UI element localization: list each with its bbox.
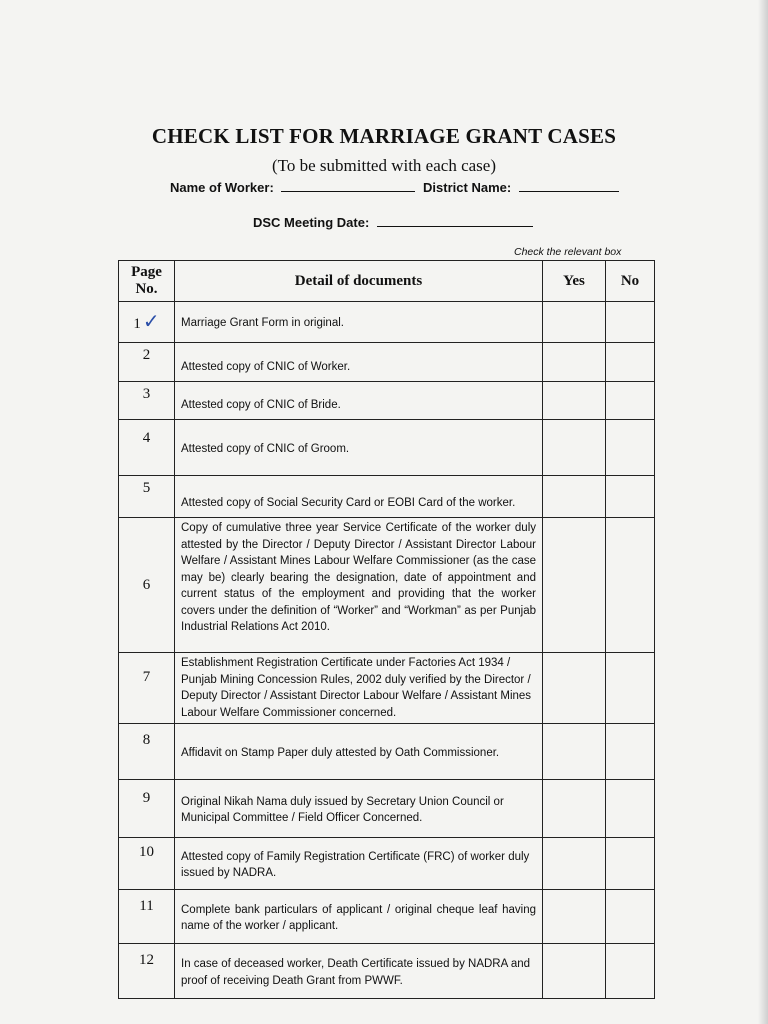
detail-cell: Attested copy of Family Registration Certificate (FRC) of worker duly issued by NADRA. [175,838,543,890]
header-page-no: Page No. [119,261,175,302]
yes-checkbox[interactable] [543,724,606,780]
detail-cell: Establishment Registration Certificate under Factories Act 1934 / Punjab Mining Concession Rules, 2002 duly verified by the Director / Deputy Director / Assistant Director Labour Welfare / Assistant Mines Labour Welfare Commissioner concerned. [175,653,543,724]
checklist-table [118,260,655,999]
yes-checkbox[interactable] [543,382,606,420]
dsc-date-field[interactable] [377,225,533,227]
page-cell: 8 [119,724,175,780]
no-checkbox[interactable] [606,780,655,838]
yes-checkbox[interactable] [543,653,606,724]
header-yes: Yes [543,261,606,302]
detail-cell: In case of deceased worker, Death Certificate issued by NADRA and proof of receiving Death Grant from PWWF. [175,944,543,999]
dsc-date-label: DSC Meeting Date: [253,215,370,230]
yes-checkbox[interactable] [543,890,606,944]
detail-cell: Attested copy of Social Security Card or EOBI Card of the worker. [175,476,543,518]
table-row [119,518,655,653]
check-note: Check the relevant box [514,246,622,258]
page-cell: 4 [119,420,175,476]
yes-checkbox[interactable] [543,780,606,838]
no-checkbox[interactable] [606,653,655,724]
dsc-row [253,215,537,230]
district-name-label: District Name: [423,180,512,195]
district-name-field[interactable] [519,190,619,192]
yes-checkbox[interactable] [543,838,606,890]
page-cell: 5 [119,476,175,518]
yes-checkbox[interactable] [543,476,606,518]
yes-checkbox[interactable] [543,518,606,653]
detail-cell: Attested copy of CNIC of Bride. [175,382,543,420]
table-row [119,838,655,890]
worker-name-label: Name of Worker: [170,180,274,195]
table-row [119,420,655,476]
no-checkbox[interactable] [606,890,655,944]
page-cell: 7 [119,653,175,724]
worker-name-field[interactable] [281,190,415,192]
page-cell: 10 [119,838,175,890]
detail-cell: Original Nikah Nama duly issued by Secretary Union Council or Municipal Committee / Field Officer Concerned. [175,780,543,838]
detail-cell: Complete bank particulars of applicant / original cheque leaf having name of the worker / applicant. [175,890,543,944]
detail-cell: Copy of cumulative three year Service Certificate of the worker duly attested by the Director / Deputy Director / Assistant Director Labour Welfare / Assistant Mines Labour Welfare Commissioner (as the case may be) clearly bearing the designation, date of appointment and current status of the employment and providing that the worker covers under the definition of “Worker” and “Workman” as per Punjab Industrial Relations Act 2010. [175,518,543,653]
detail-cell: Affidavit on Stamp Paper duly attested by Oath Commissioner. [175,724,543,780]
page-cell: 2 [119,343,175,382]
page-cell: 3 [119,382,175,420]
table-header-row [119,261,655,302]
no-checkbox[interactable] [606,382,655,420]
no-checkbox[interactable] [606,476,655,518]
table-row [119,653,655,724]
no-checkbox[interactable] [606,944,655,999]
form-title: CHECK LIST FOR MARRIAGE GRANT CASES [151,124,617,148]
page-cell: 12 [119,944,175,999]
table-row [119,343,655,382]
no-checkbox[interactable] [606,420,655,476]
checkmark-icon: ✓ [142,309,160,333]
table-row [119,476,655,518]
page-number: 1 [133,316,141,332]
header-no: No [606,261,655,302]
detail-cell: Marriage Grant Form in original. [175,302,543,343]
yes-checkbox[interactable] [543,302,606,343]
no-checkbox[interactable] [606,302,655,343]
worker-district-row [170,180,623,195]
no-checkbox[interactable] [606,838,655,890]
table-row [119,724,655,780]
table-row [119,302,655,343]
no-checkbox[interactable] [606,518,655,653]
detail-cell: Attested copy of CNIC of Worker. [175,343,543,382]
form-subtitle: (To be submitted with each case) [272,156,496,175]
table-row [119,780,655,838]
page-edge [758,0,768,1024]
table-row [119,890,655,944]
yes-checkbox[interactable] [543,343,606,382]
header-detail: Detail of documents [175,261,543,302]
page-cell [119,302,175,343]
table-row [119,944,655,999]
yes-checkbox[interactable] [543,420,606,476]
table-row [119,382,655,420]
page-cell: 9 [119,780,175,838]
no-checkbox[interactable] [606,343,655,382]
page-cell: 11 [119,890,175,944]
yes-checkbox[interactable] [543,944,606,999]
detail-cell: Attested copy of CNIC of Groom. [175,420,543,476]
page-cell: 6 [119,518,175,653]
no-checkbox[interactable] [606,724,655,780]
